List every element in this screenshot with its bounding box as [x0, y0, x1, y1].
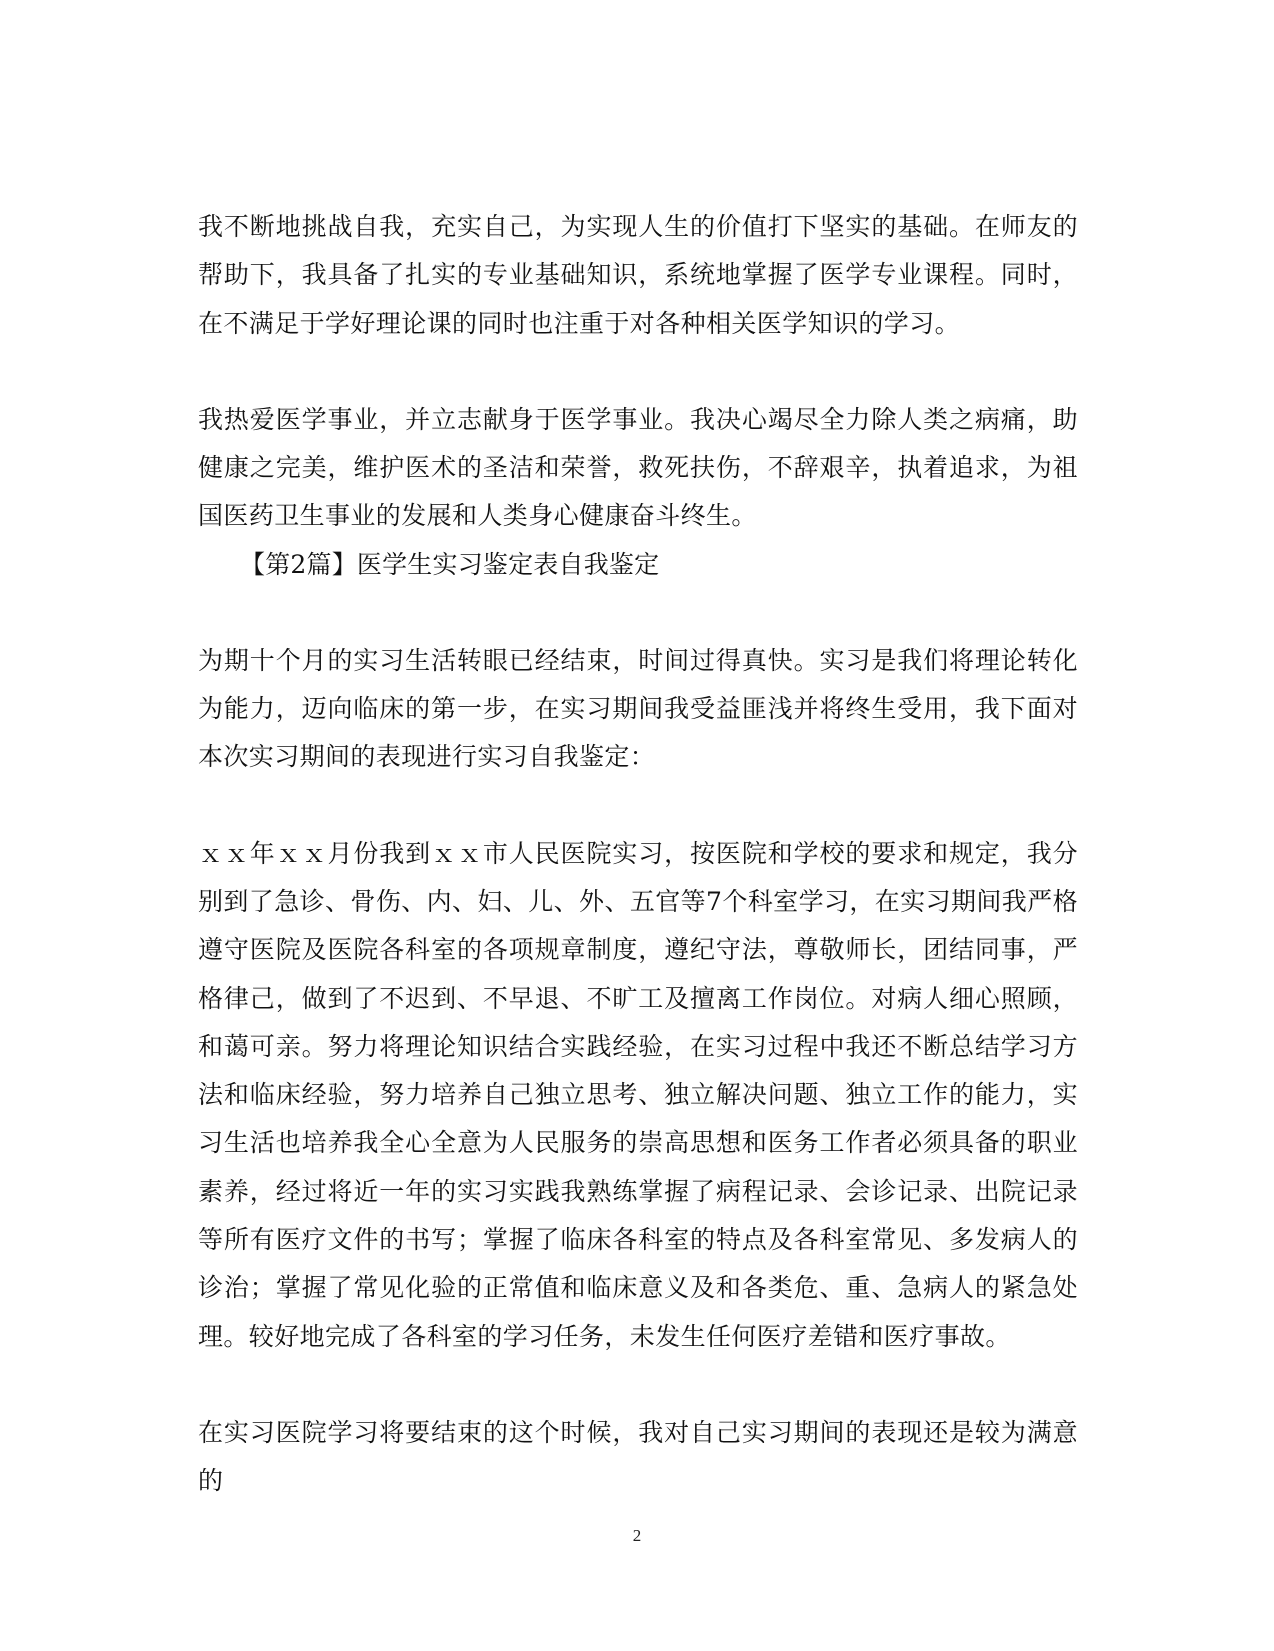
paragraph-spacer: [198, 348, 1078, 396]
paragraph-closing: 在实习医院学习将要结束的这个时候，我对自己实习期间的表现还是较为满意的: [198, 1417, 1078, 1496]
document-body: [198, 203, 1078, 1506]
paragraph-internship-intro: 为期十个月的实习生活转眼已经结束，时间过得真快。实习是我们将理论转化为能力，迈向临床的第一步，在实习期间我受益匪浅并将终生受用，我下面对本次实习期间的表现进行实习自我鉴定：: [198, 645, 1078, 772]
section-heading: 【第2篇】医学生实习鉴定表自我鉴定: [240, 549, 660, 579]
paragraph-spacer: [198, 589, 1078, 637]
paragraph-self-challenge: 我不断地挑战自我，充实自己，为实现人生的价值打下坚实的基础。在师友的帮助下，我具备了扎实的专业基础知识，系统地掌握了医学专业课程。同时，在不满足于学好理论课的同时也注重于对各种相关医学知识的学习。: [198, 212, 1078, 338]
page-number: 2: [632, 1526, 642, 1545]
paragraph-internship-details: ｘｘ年ｘｘ月份我到ｘｘ市人民医院实习，按医院和学校的要求和规定，我分别到了急诊、骨伤、内、妇、儿、外、五官等7个科室学习，在实习期间我严格遵守医院及医院各科室的各项规章制度，遵纪守法，尊敬师长，团结同事，严格律己，做到了不迟到、不早退、不旷工及擅离工作岗位。对病人细心照顾，和蔼可亲。努力将理论知识结合实践经验，在实习过程中我还不断总结学习方法和临床经验，努力培养自己独立思考、独立解决问题、独立工作的能力，实习生活也培养我全心全意为人民服务的崇高思想和医务工作者必须具备的职业素养，经过将近一年的实习实践我熟练掌握了病程记录、会诊记录、出院记录等所有医疗文件的书写；掌握了临床各科室的特点及各科室常见、多发病人的诊治；掌握了常见化验的正常值和临床意义及和各类危、重、急病人的紧急处理。较好地完成了各科室的学习任务，未发生任何医疗差错和医疗事故。: [198, 838, 1078, 1351]
paragraph-medical-career: 我热爱医学事业，并立志献身于医学事业。我决心竭尽全力除人类之病痛，助健康之完美，维护医术的圣洁和荣誉，救死扶伤，不辞艰辛，执着追求，为祖国医药卫生事业的发展和人类身心健康奋斗终生。: [198, 404, 1078, 531]
paragraph-spacer: [198, 782, 1078, 830]
paragraph-spacer: [198, 1361, 1078, 1409]
